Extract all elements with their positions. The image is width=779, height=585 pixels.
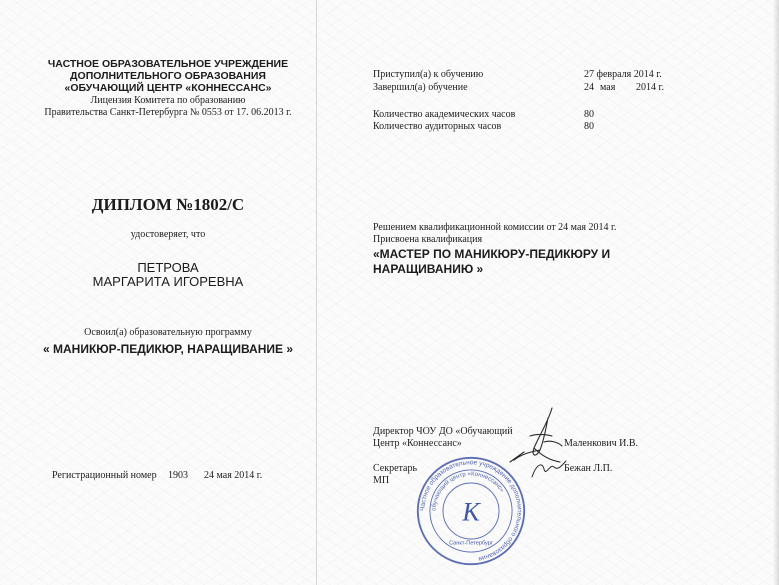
round-seal-stamp [415,455,527,567]
graduate-surname: ПЕТРОВА [137,260,199,275]
stamp-place-label: МП [373,475,390,486]
finished-day: 24 [584,82,594,93]
registration-number-label: Регистрационный номер [52,470,157,481]
graduate-given-names: МАРГАРИТА ИГОРЕВНА [92,274,244,289]
registration-number: 1903 [168,470,188,481]
academic-hours-label: Количество академических часов [373,109,516,120]
program-name: « МАНИКЮР-ПЕДИКЮР, НАРАЩИВАНИЕ » [42,342,293,356]
director-title-line2: Центр «Коннессанс» [373,438,462,449]
seal-city: Санкт-Петербург [449,540,493,547]
academic-hours-value: 80 [584,109,594,120]
started-label: Приступил(а) к обучению [373,69,484,80]
director-title-line1: Директор ЧОУ ДО «Обучающий [373,426,513,437]
page-fold [316,0,317,585]
secretary-signature [528,455,568,483]
mastered-program-label: Освоил(а) образовательную программу [84,327,252,338]
finished-year: 2014 г. [636,82,664,93]
registration-date: 24 мая 2014 г. [204,470,263,481]
qualification-assigned-label: Присвоена квалификация [373,234,483,245]
license-line1: Лицензия Комитета по образованию [90,95,246,106]
org-name-line2: ДОПОЛНИТЕЛЬНОГО ОБРАЗОВАНИЯ [70,70,266,82]
seal-inner-text: обучающий центр «Коннессанс» [431,471,505,512]
classroom-hours-value: 80 [584,121,594,132]
license-line2: Правительства Санкт-Петербурга № 0553 от 17. 06.2013 г. [44,107,292,118]
seal-outer-text: Частное образовательное учреждение дополнительного образования [419,459,523,563]
classroom-hours-label: Количество аудиторных часов [373,121,502,132]
org-name-line3: «ОБУЧАЮЩИЙ ЦЕНТР «КОННЕССАНС» [64,82,272,94]
qualification-line1: «МАСТЕР ПО МАНИКЮРУ-ПЕДИКЮРУ И [373,247,611,261]
qualification-line2: НАРАЩИВАНИЮ » [373,262,484,276]
director-name: Маленкович И.В. [564,438,639,449]
seal-letter: К [462,497,480,527]
certifies-text: удостоверяет, что [130,229,206,240]
secretary-label: Секретарь [373,463,418,474]
finished-month: мая [600,82,616,93]
commission-decision: Решением квалификационной комиссии от 24 мая 2014 г. [373,222,617,233]
finished-label: Завершил(а) обучение [373,82,468,93]
secretary-name: Бежан Л.П. [564,463,613,474]
org-name-line1: ЧАСТНОЕ ОБРАЗОВАТЕЛЬНОЕ УЧРЕЖДЕНИЕ [47,58,289,70]
diploma-title: ДИПЛОМ №1802/С [91,195,245,214]
started-date: 27 февраля 2014 г. [584,69,662,80]
paper-edge [773,0,779,585]
